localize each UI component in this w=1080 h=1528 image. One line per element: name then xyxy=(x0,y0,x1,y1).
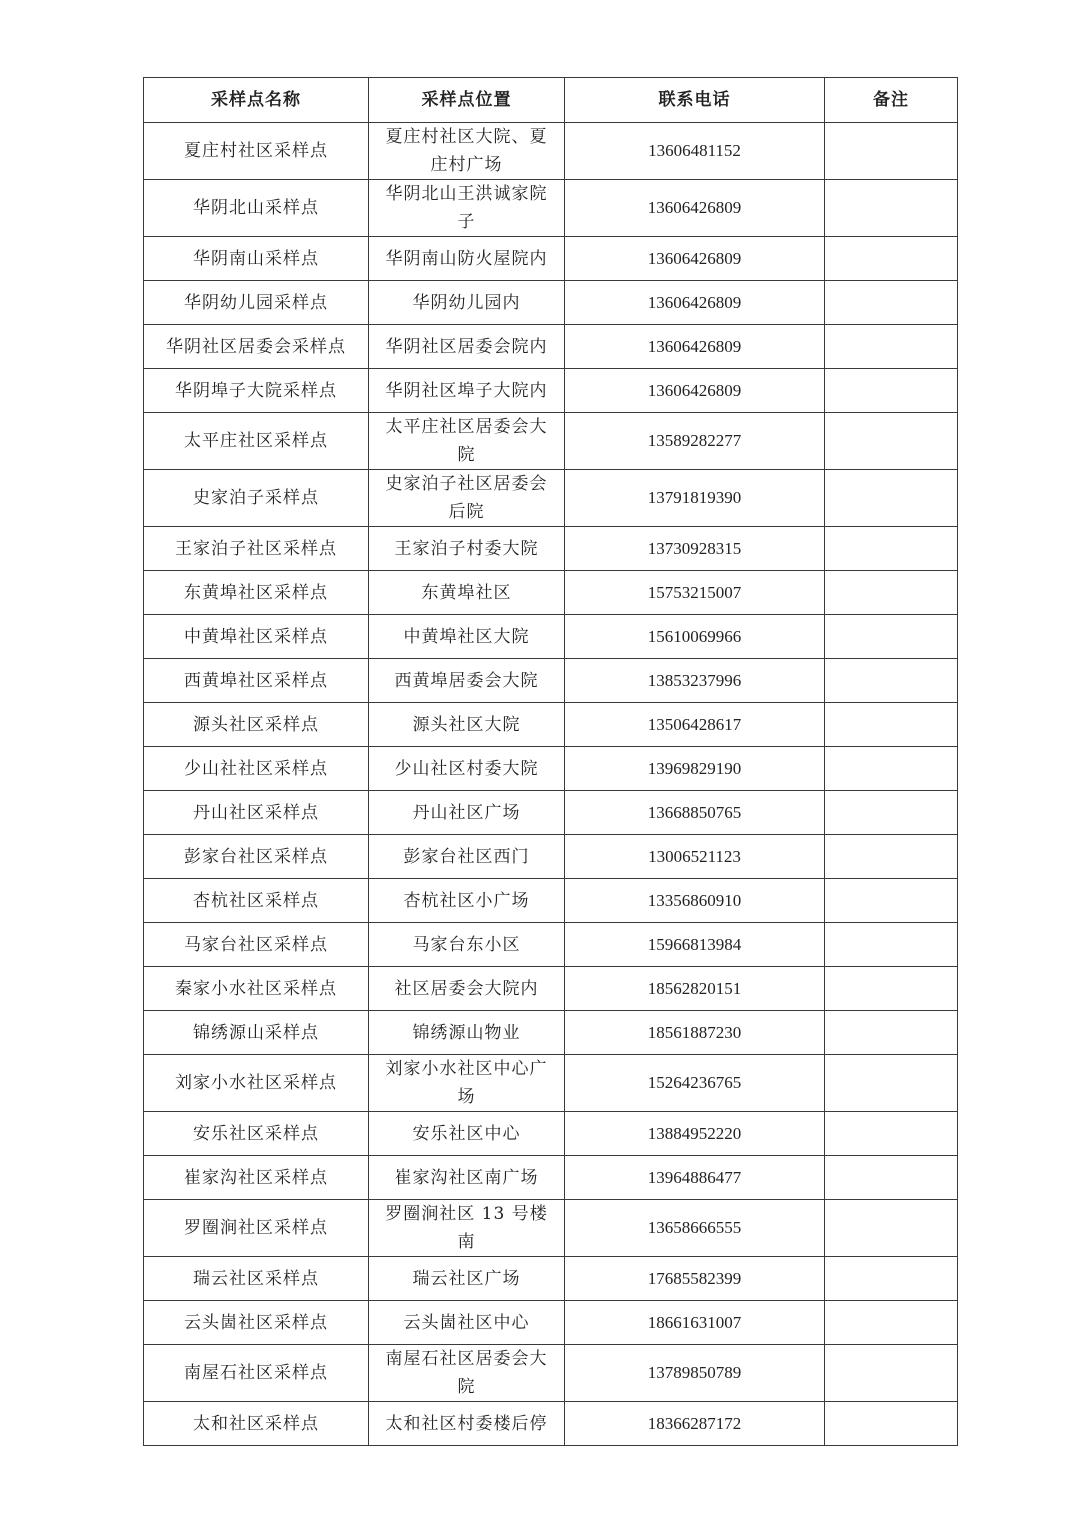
table-row xyxy=(144,1156,958,1200)
contact-phone-cell: 13606481152 xyxy=(565,123,825,180)
contact-phone-cell: 18661631007 xyxy=(565,1301,825,1345)
site-location-cell: 华阴北山王洪诚家院子 xyxy=(369,180,565,237)
site-location-cell: 华阴幼儿园内 xyxy=(369,281,565,325)
remarks-cell xyxy=(825,1200,958,1257)
contact-phone-cell: 13791819390 xyxy=(565,470,825,527)
site-name-cell: 彭家台社区采样点 xyxy=(144,835,369,879)
table-row xyxy=(144,180,958,237)
site-name-cell: 安乐社区采样点 xyxy=(144,1112,369,1156)
remarks-cell xyxy=(825,470,958,527)
contact-phone-cell: 13506428617 xyxy=(565,703,825,747)
site-name-cell: 源头社区采样点 xyxy=(144,703,369,747)
table-row xyxy=(144,1402,958,1446)
site-location-cell: 东黄埠社区 xyxy=(369,571,565,615)
header-site-name: 采样点名称 xyxy=(144,78,369,123)
remarks-cell xyxy=(825,967,958,1011)
site-location-cell: 太和社区村委楼后停 xyxy=(369,1402,565,1446)
table-row xyxy=(144,1011,958,1055)
table-row xyxy=(144,923,958,967)
table-row xyxy=(144,703,958,747)
contact-phone-cell: 13969829190 xyxy=(565,747,825,791)
site-name-cell: 华阴幼儿园采样点 xyxy=(144,281,369,325)
site-location-cell: 云头崮社区中心 xyxy=(369,1301,565,1345)
table-row xyxy=(144,527,958,571)
table-header xyxy=(144,78,958,123)
site-location-cell: 安乐社区中心 xyxy=(369,1112,565,1156)
contact-phone-cell: 13964886477 xyxy=(565,1156,825,1200)
contact-phone-cell: 15610069966 xyxy=(565,615,825,659)
contact-phone-cell: 13853237996 xyxy=(565,659,825,703)
site-location-cell: 华阴社区埠子大院内 xyxy=(369,369,565,413)
remarks-cell xyxy=(825,1156,958,1200)
site-location-cell: 刘家小水社区中心广场 xyxy=(369,1055,565,1112)
site-name-cell: 南屋石社区采样点 xyxy=(144,1345,369,1402)
table-row xyxy=(144,413,958,470)
site-name-cell: 太和社区采样点 xyxy=(144,1402,369,1446)
contact-phone-cell: 13589282277 xyxy=(565,413,825,470)
site-location-cell: 杏杭社区小广场 xyxy=(369,879,565,923)
remarks-cell xyxy=(825,1345,958,1402)
contact-phone-cell: 13730928315 xyxy=(565,527,825,571)
header-row xyxy=(144,78,958,123)
table-row xyxy=(144,791,958,835)
sampling-sites-sheet xyxy=(143,77,958,1446)
site-name-cell: 东黄埠社区采样点 xyxy=(144,571,369,615)
site-location-cell: 社区居委会大院内 xyxy=(369,967,565,1011)
contact-phone-cell: 13658666555 xyxy=(565,1200,825,1257)
header-contact-phone: 联系电话 xyxy=(565,78,825,123)
site-location-cell: 彭家台社区西门 xyxy=(369,835,565,879)
site-name-cell: 云头崮社区采样点 xyxy=(144,1301,369,1345)
table-row xyxy=(144,879,958,923)
site-location-cell: 西黄埠居委会大院 xyxy=(369,659,565,703)
site-name-cell: 杏杭社区采样点 xyxy=(144,879,369,923)
table-row xyxy=(144,835,958,879)
remarks-cell xyxy=(825,879,958,923)
site-name-cell: 华阴北山采样点 xyxy=(144,180,369,237)
table-row xyxy=(144,1200,958,1257)
contact-phone-cell: 13606426809 xyxy=(565,180,825,237)
site-name-cell: 瑞云社区采样点 xyxy=(144,1257,369,1301)
contact-phone-cell: 18562820151 xyxy=(565,967,825,1011)
contact-phone-cell: 13884952220 xyxy=(565,1112,825,1156)
table-row xyxy=(144,747,958,791)
site-name-cell: 华阴社区居委会采样点 xyxy=(144,325,369,369)
site-name-cell: 华阴埠子大院采样点 xyxy=(144,369,369,413)
site-name-cell: 少山社社区采样点 xyxy=(144,747,369,791)
site-location-cell: 华阴南山防火屋院内 xyxy=(369,237,565,281)
site-name-cell: 崔家沟社区采样点 xyxy=(144,1156,369,1200)
site-location-cell: 王家泊子村委大院 xyxy=(369,527,565,571)
remarks-cell xyxy=(825,615,958,659)
contact-phone-cell: 13789850789 xyxy=(565,1345,825,1402)
contact-phone-cell: 13668850765 xyxy=(565,791,825,835)
site-location-cell: 南屋石社区居委会大院 xyxy=(369,1345,565,1402)
remarks-cell xyxy=(825,1257,958,1301)
site-name-cell: 史家泊子采样点 xyxy=(144,470,369,527)
remarks-cell xyxy=(825,180,958,237)
remarks-cell xyxy=(825,413,958,470)
contact-phone-cell: 15753215007 xyxy=(565,571,825,615)
table-row xyxy=(144,369,958,413)
remarks-cell xyxy=(825,1402,958,1446)
site-name-cell: 华阴南山采样点 xyxy=(144,237,369,281)
contact-phone-cell: 13606426809 xyxy=(565,369,825,413)
site-name-cell: 夏庄村社区采样点 xyxy=(144,123,369,180)
remarks-cell xyxy=(825,1055,958,1112)
remarks-cell xyxy=(825,835,958,879)
table-row xyxy=(144,1055,958,1112)
remarks-cell xyxy=(825,923,958,967)
table-row xyxy=(144,281,958,325)
site-name-cell: 王家泊子社区采样点 xyxy=(144,527,369,571)
contact-phone-cell: 13606426809 xyxy=(565,325,825,369)
site-name-cell: 马家台社区采样点 xyxy=(144,923,369,967)
header-site-location: 采样点位置 xyxy=(369,78,565,123)
site-location-cell: 史家泊子社区居委会后院 xyxy=(369,470,565,527)
site-location-cell: 少山社区村委大院 xyxy=(369,747,565,791)
sampling-sites-table xyxy=(143,77,958,1446)
site-name-cell: 锦绣源山采样点 xyxy=(144,1011,369,1055)
table-row xyxy=(144,1257,958,1301)
table-row xyxy=(144,237,958,281)
contact-phone-cell: 15264236765 xyxy=(565,1055,825,1112)
remarks-cell xyxy=(825,281,958,325)
table-row xyxy=(144,659,958,703)
remarks-cell xyxy=(825,527,958,571)
table-row xyxy=(144,1345,958,1402)
site-location-cell: 崔家沟社区南广场 xyxy=(369,1156,565,1200)
site-name-cell: 中黄埠社区采样点 xyxy=(144,615,369,659)
contact-phone-cell: 18366287172 xyxy=(565,1402,825,1446)
table-body xyxy=(144,123,958,1446)
contact-phone-cell: 13606426809 xyxy=(565,281,825,325)
remarks-cell xyxy=(825,1301,958,1345)
site-location-cell: 华阴社区居委会院内 xyxy=(369,325,565,369)
remarks-cell xyxy=(825,369,958,413)
site-location-cell: 锦绣源山物业 xyxy=(369,1011,565,1055)
remarks-cell xyxy=(825,237,958,281)
remarks-cell xyxy=(825,703,958,747)
site-location-cell: 瑞云社区广场 xyxy=(369,1257,565,1301)
table-row xyxy=(144,571,958,615)
table-row xyxy=(144,615,958,659)
remarks-cell xyxy=(825,123,958,180)
table-row xyxy=(144,1112,958,1156)
table-row xyxy=(144,470,958,527)
remarks-cell xyxy=(825,325,958,369)
contact-phone-cell: 18561887230 xyxy=(565,1011,825,1055)
site-name-cell: 西黄埠社区采样点 xyxy=(144,659,369,703)
remarks-cell xyxy=(825,791,958,835)
contact-phone-cell: 13006521123 xyxy=(565,835,825,879)
site-location-cell: 中黄埠社区大院 xyxy=(369,615,565,659)
table-row xyxy=(144,123,958,180)
table-row xyxy=(144,325,958,369)
contact-phone-cell: 17685582399 xyxy=(565,1257,825,1301)
contact-phone-cell: 13356860910 xyxy=(565,879,825,923)
site-location-cell: 罗圈涧社区 13 号楼南 xyxy=(369,1200,565,1257)
remarks-cell xyxy=(825,659,958,703)
site-location-cell: 源头社区大院 xyxy=(369,703,565,747)
site-name-cell: 罗圈涧社区采样点 xyxy=(144,1200,369,1257)
site-location-cell: 太平庄社区居委会大院 xyxy=(369,413,565,470)
site-name-cell: 秦家小水社区采样点 xyxy=(144,967,369,1011)
table-row xyxy=(144,1301,958,1345)
contact-phone-cell: 15966813984 xyxy=(565,923,825,967)
contact-phone-cell: 13606426809 xyxy=(565,237,825,281)
header-remarks: 备注 xyxy=(825,78,958,123)
site-location-cell: 夏庄村社区大院、夏庄村广场 xyxy=(369,123,565,180)
site-name-cell: 刘家小水社区采样点 xyxy=(144,1055,369,1112)
remarks-cell xyxy=(825,571,958,615)
remarks-cell xyxy=(825,747,958,791)
site-name-cell: 丹山社区采样点 xyxy=(144,791,369,835)
table-row xyxy=(144,967,958,1011)
remarks-cell xyxy=(825,1112,958,1156)
remarks-cell xyxy=(825,1011,958,1055)
site-location-cell: 马家台东小区 xyxy=(369,923,565,967)
site-name-cell: 太平庄社区采样点 xyxy=(144,413,369,470)
site-location-cell: 丹山社区广场 xyxy=(369,791,565,835)
